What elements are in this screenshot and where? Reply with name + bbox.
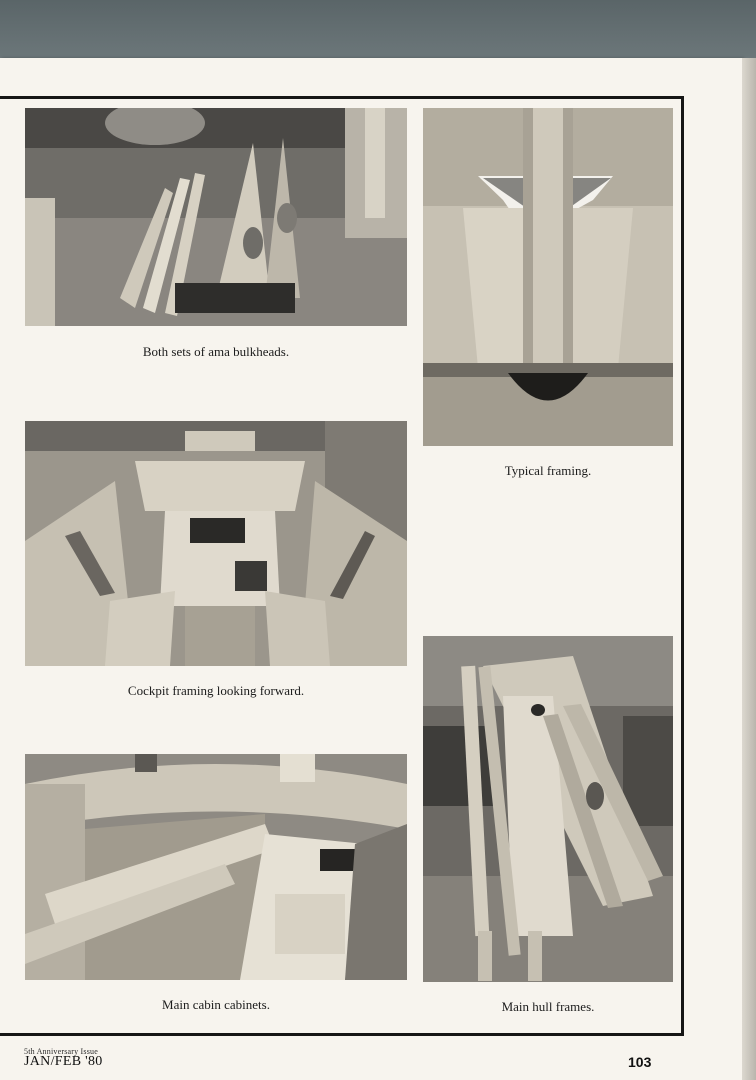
photo-cockpit-framing (25, 421, 407, 666)
page-number: 103 (628, 1054, 652, 1070)
footer-issue-label: 5th Anniversary Issue (24, 1047, 98, 1056)
caption-typical-framing: Typical framing. (504, 463, 592, 478)
photo-main-cabin-cabinets (25, 754, 407, 980)
caption-main-cabin-cabinets: Main cabin cabinets. (162, 997, 270, 1012)
caption-cockpit-framing: Cockpit framing looking forward. (127, 683, 305, 698)
footer-date: JAN/FEB '80 (24, 1054, 103, 1069)
photo-typical-framing (423, 108, 673, 446)
caption-ama-bulkheads: Both sets of ama bulkheads. (142, 344, 290, 359)
page-binding-edge (742, 58, 756, 1080)
scan-background (0, 0, 756, 62)
caption-main-hull-frames: Main hull frames. (501, 999, 595, 1014)
photo-ama-bulkheads (25, 108, 407, 326)
photo-main-hull-frames (423, 636, 673, 982)
